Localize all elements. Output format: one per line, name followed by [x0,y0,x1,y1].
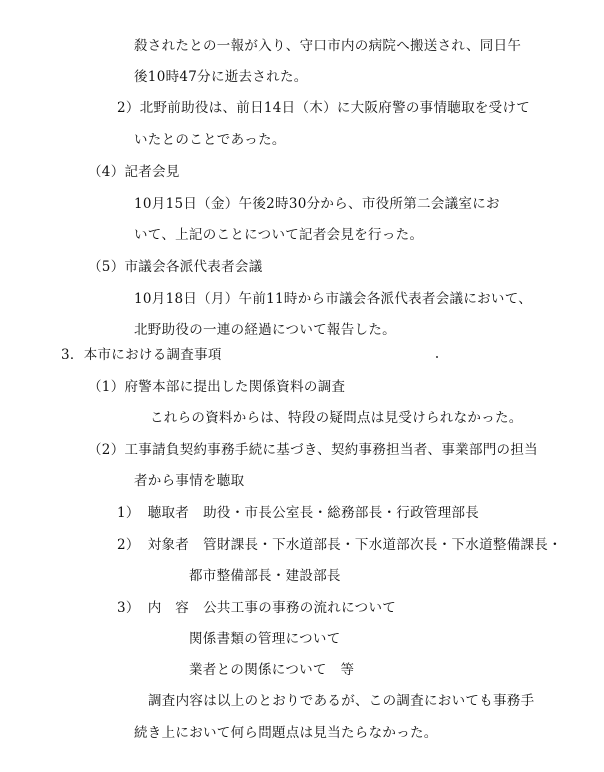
item-number: 2） [117,537,140,553]
item-text: 公共工事の事務の流れについて [203,600,397,616]
body-line: 調査内容は以上のとおりであるが、この調査においても事務手 [148,693,535,709]
item-label: 内 容 [147,600,190,616]
body-line: これらの資料からは、特段の疑問点は見受けられなかった。 [150,410,523,426]
item-label: 対象者 [147,537,190,553]
list-item [117,536,562,554]
body-line: 10月18日（月）午前11時から市議会各派代表者会議において、 [134,291,533,307]
body-line: 者から事情を聴取 [134,473,245,489]
item-text: 管財課長・下水道部長・下水道部次長・下水道整備課長・ [203,537,562,553]
item-number: 1） [117,505,140,521]
body-line: いて、上記のことについて記者会見を行った。 [134,227,424,243]
item-text: 助役・市長公室長・総務部長・行政管理部長 [203,505,480,521]
sub-item-2: 2）北野前助役は、前日14日（木）に大阪府警の事情聴取を受けて [117,100,531,116]
list-item-continuation: 関係書類の管理について [189,631,341,647]
list-item-continuation: 都市整備部長・建設部長 [189,568,341,584]
body-line: 10月15日（金）午後2時30分から、市役所第二会議室にお [134,196,500,212]
list-item-continuation: 業者との関係について 等 [189,662,355,678]
section-heading-1: （1）府警本部に提出した関係資料の調査 [88,379,346,395]
body-line: 北野助役の一連の経過について報告した。 [134,322,396,338]
body-line: いたとのことであった。 [134,132,286,148]
list-item [117,504,479,522]
item-label: 聴取者 [147,505,190,521]
section-heading-2: （2）工事請負契約事務手続に基づき、契約事務担当者、事業部門の担当 [88,442,538,458]
body-line: 続き上において何ら問題点は見当たらなかった。 [134,725,438,741]
list-item [117,599,396,617]
section-heading-4: （4）記者会見 [88,164,180,180]
section-heading-5: （5）市議会各派代表者会議 [88,259,263,275]
item-number: 3） [117,600,140,616]
body-line: 殺されたとの一報が入り、守口市内の病院へ搬送され、同日午 [134,38,522,54]
body-line: 後10時47分に逝去された。 [134,69,308,85]
stray-mark [436,356,438,358]
chapter-heading-3: 3．本市における調査事項 [61,347,222,363]
